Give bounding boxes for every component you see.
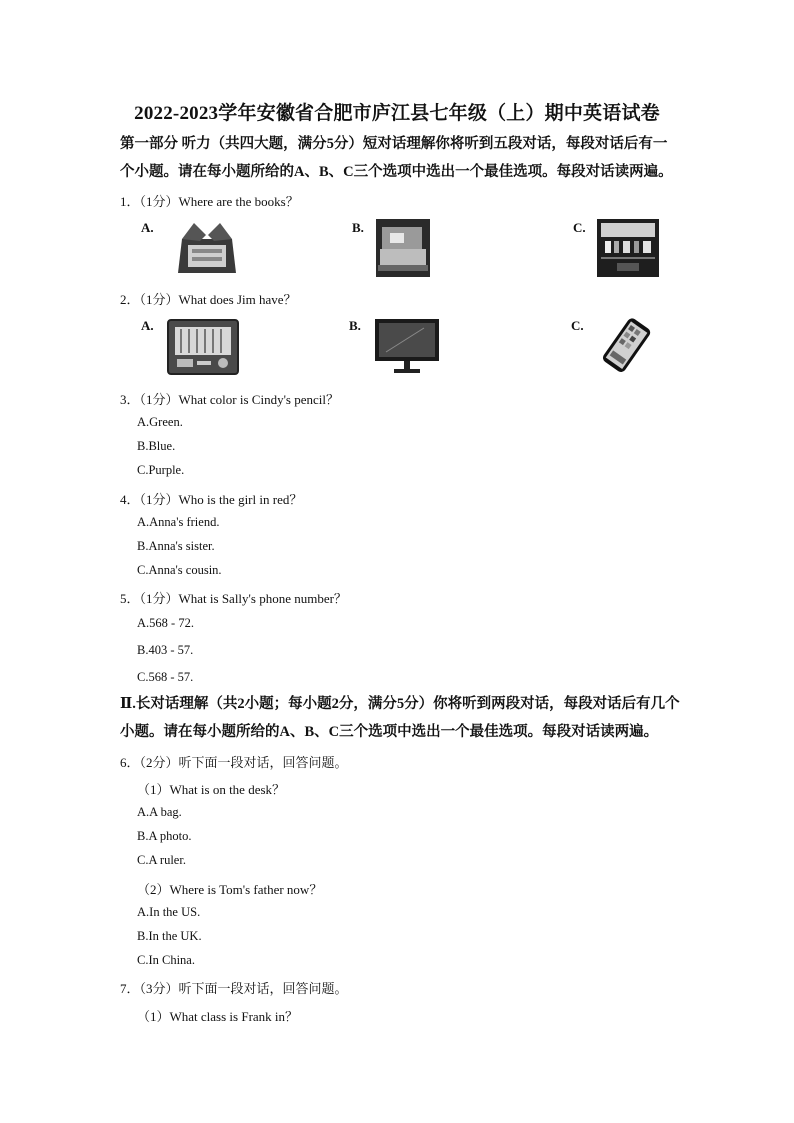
q4-option-a: A.Anna's friend.	[137, 515, 220, 529]
q5-option-c: C.568 - 57.	[137, 670, 194, 684]
q4-option-c: C.Anna's cousin.	[137, 563, 222, 577]
q2-option-b-label: B.	[349, 318, 361, 333]
question-2: 2．（1分）What does Jim have？	[120, 292, 297, 307]
q3-option-b: B.Blue.	[137, 439, 176, 453]
q2-option-c-label: C.	[571, 318, 584, 333]
question-7: 7．（3分）听下面一段对话，回答问题。	[120, 981, 348, 996]
q1-option-b-label: B.	[352, 220, 364, 235]
exam-title: 2022-2023学年安徽省合肥市庐江县七年级（上）期中英语试卷	[134, 103, 660, 124]
radio-image	[167, 319, 239, 375]
q4-option-b: B.Anna's sister.	[137, 539, 215, 553]
part1-instructions: 第一部分 听力（共四大题，满分5分）短对话理解你将听到五段对话，每段对话后有一个小题。请在每小题所给的A、B、C三个选项中选出一个最佳选项。每段对话读两遍。	[120, 136, 673, 180]
q5-option-a: A.568 - 72.	[137, 616, 194, 630]
q7-sub-1: （1）What class is Frank in？	[137, 1009, 299, 1024]
q6-sub1-option-b: B.A photo.	[137, 829, 192, 843]
q6-sub1-option-c: C.A ruler.	[137, 853, 186, 867]
part2-instructions: Ⅱ.长对话理解（共2小题；每小题2分，满分5分）你将听到两段对话，每段对话后有几个小题。请在每小题所给的A、B、C三个选项中选出一个最佳选项。每段对话读两遍。	[120, 696, 680, 740]
monitor-image	[374, 318, 440, 374]
q6-sub2-option-b: B.In the UK.	[137, 929, 202, 943]
q5-option-b: B.403 - 57.	[137, 643, 194, 657]
phone-image	[597, 317, 655, 375]
sofa-image	[376, 219, 430, 277]
q1-option-a-label: A.	[141, 220, 154, 235]
q6-sub2-option-c: C.In China.	[137, 953, 195, 967]
box-image	[176, 219, 238, 277]
question-1: 1．（1分）Where are the books？	[120, 194, 299, 209]
q1-option-c-label: C.	[573, 220, 586, 235]
q6-sub-1: （1）What is on the desk？	[137, 782, 286, 797]
q6-sub-2: （2）Where is Tom's father now？	[137, 882, 323, 897]
q6-sub2-option-a: A.In the US.	[137, 905, 201, 919]
q3-option-c: C.Purple.	[137, 463, 185, 477]
question-3: 3．（1分）What color is Cindy's pencil？	[120, 392, 339, 407]
bookshelf-image	[597, 219, 659, 277]
q2-option-a-label: A.	[141, 318, 154, 333]
question-6: 6．（2分）听下面一段对话，回答问题。	[120, 755, 348, 770]
q3-option-a: A.Green.	[137, 415, 183, 429]
question-4: 4．（1分）Who is the girl in red？	[120, 492, 303, 507]
q6-sub1-option-a: A.A bag.	[137, 805, 182, 819]
question-5: 5．（1分）What is Sally's phone number？	[120, 591, 347, 606]
